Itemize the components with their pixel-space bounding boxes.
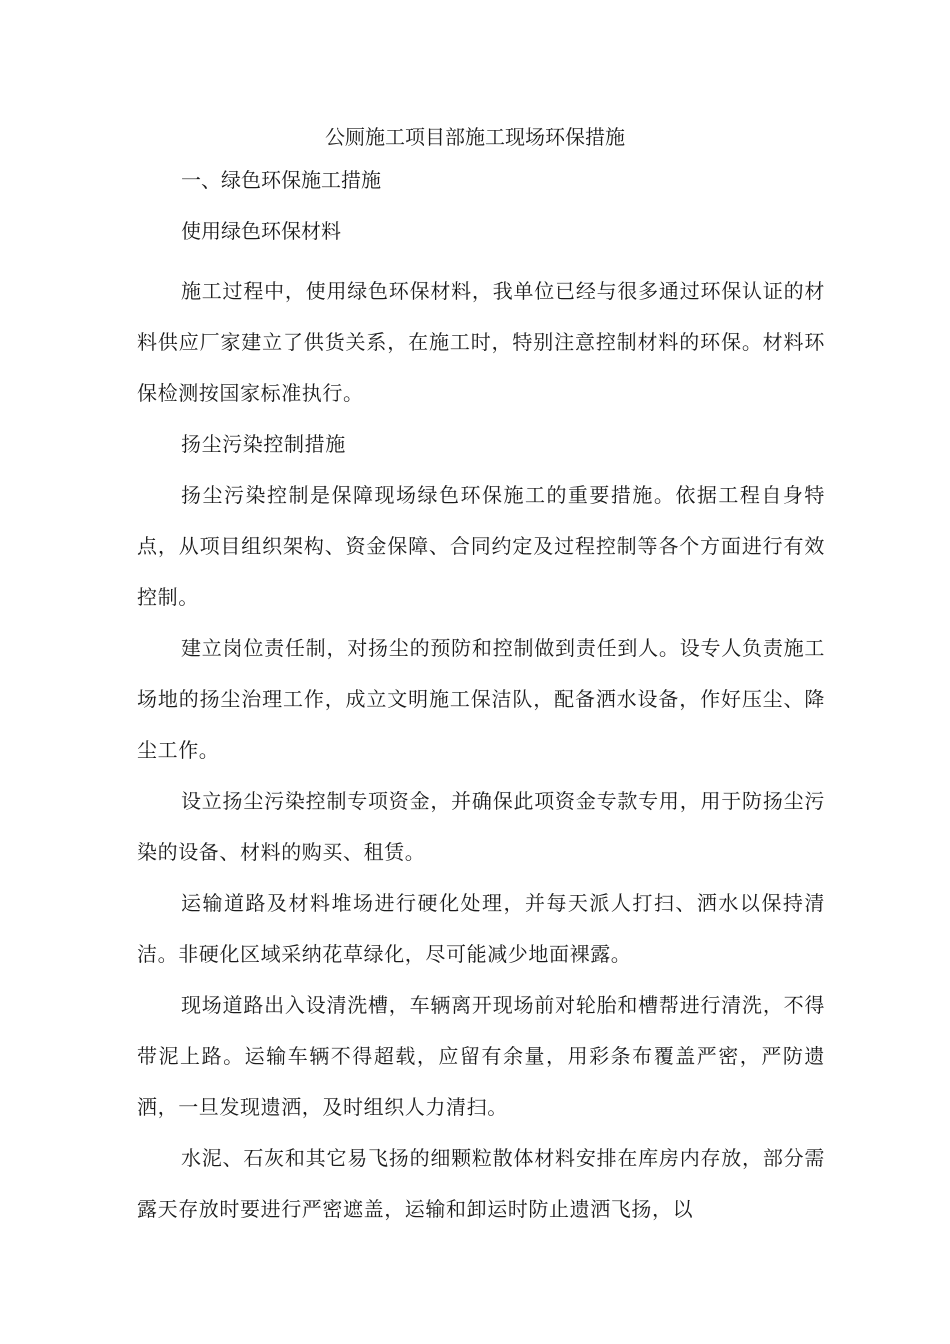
subheading-dust-control: 扬尘污染控制措施 <box>181 432 346 456</box>
document-body <box>137 164 825 1235</box>
paragraph-road-hardening: 运输道路及材料堆场进行硬化处理，并每天派人打扫、洒水以保持清洁。非硬化区域采纳花草绿化，尽可能减少地面裸露。 <box>137 891 825 966</box>
paragraph-vehicle-washing: 现场道路出入设清洗槽，车辆离开现场前对轮胎和槽帮进行清洗，不得带泥上路。运输车辆不得超载，应留有余量，用彩条布覆盖严密，严防遗洒，一旦发现遗洒，及时组织人力清扫。 <box>137 993 825 1119</box>
paragraph-materials: 施工过程中，使用绿色环保材料，我单位已经与很多通过环保认证的材料供应厂家建立了供货关系，在施工时，特别注意控制材料的环保。材料环保检测按国家标准执行。 <box>137 279 825 405</box>
paragraph-responsibility: 建立岗位责任制，对扬尘的预防和控制做到责任到人。设专人负责施工场地的扬尘治理工作，成立文明施工保洁队，配备洒水设备，作好压尘、降尘工作。 <box>137 636 825 762</box>
document-title: 公厕施工项目部施工现场环保措施 <box>325 125 625 149</box>
paragraph-dust-overview: 扬尘污染控制是保障现场绿色环保施工的重要措施。依据工程自身特点，从项目组织架构、资金保障、合同约定及过程控制等各个方面进行有效控制。 <box>137 483 825 609</box>
paragraph-funding: 设立扬尘污染控制专项资金，并确保此项资金专款专用，用于防扬尘污染的设备、材料的购买、租赁。 <box>137 789 825 864</box>
section-heading-1: 一、绿色环保施工措施 <box>181 168 381 192</box>
paragraph-material-storage: 水泥、石灰和其它易飞扬的细颗粒散体材料安排在库房内存放，部分需露天存放时要进行严密遮盖，运输和卸运时防止遗洒飞扬，以 <box>137 1146 825 1221</box>
section-heading-2: 使用绿色环保材料 <box>181 219 341 243</box>
